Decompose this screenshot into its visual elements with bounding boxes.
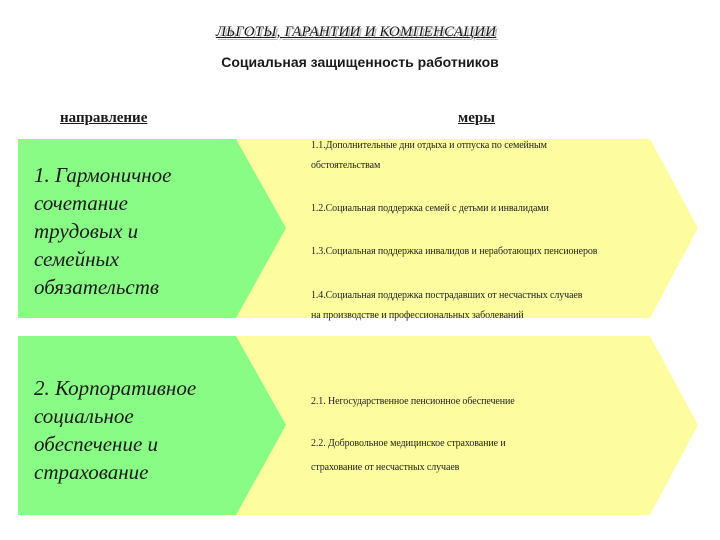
direction-1-line: обязательств: [34, 275, 159, 299]
column-header-measures: меры: [458, 110, 495, 126]
measure-item-1-2: 1.2.Социальная поддержка семей с детьми и инвалидами: [311, 203, 549, 214]
direction-1-line: сочетание: [34, 191, 128, 215]
direction-2-line: 2. Корпоративное: [34, 376, 197, 400]
measure-item-1-1-cont: обстоятельствам: [311, 160, 381, 171]
direction-label-2: [34, 374, 244, 486]
measure-item-1-4-cont: на производстве и профессиональных заболеваний: [311, 310, 524, 321]
direction-1-line: трудовых и: [34, 219, 139, 243]
measures-block-2: [236, 336, 698, 515]
direction-1-line: семейных: [34, 247, 120, 271]
page-title: ЛЬГОТЫ, ГАРАНТИИ И КОМПЕНСАЦИИ: [215, 24, 497, 40]
measure-item-1-3: 1.3.Социальная поддержка инвалидов и неработающих пенсионеров: [311, 246, 598, 257]
direction-2-line: страхование: [34, 460, 149, 484]
column-header-direction: направление: [60, 110, 148, 126]
measure-item-1-1: 1.1.Дополнительные дни отдыха и отпуска по семейным: [311, 140, 547, 151]
measure-item-2-2-cont: страхование от несчастных случаев: [311, 462, 460, 473]
measure-item-1-4: 1.4.Социальная поддержка пострадавших от несчастных случаев: [311, 290, 583, 301]
measure-item-2-1: 2.1. Негосударственное пенсионное обеспечение: [311, 396, 515, 407]
direction-label-1: [34, 161, 234, 301]
direction-2-line: обеспечение и: [34, 432, 159, 456]
direction-2-line: социальное: [34, 404, 134, 428]
page-subtitle: Социальная защищенность работников: [221, 54, 499, 70]
direction-1-line: 1. Гармоничное: [34, 163, 172, 187]
measure-item-2-2: 2.2. Добровольное медицинское страхование и: [311, 438, 506, 449]
